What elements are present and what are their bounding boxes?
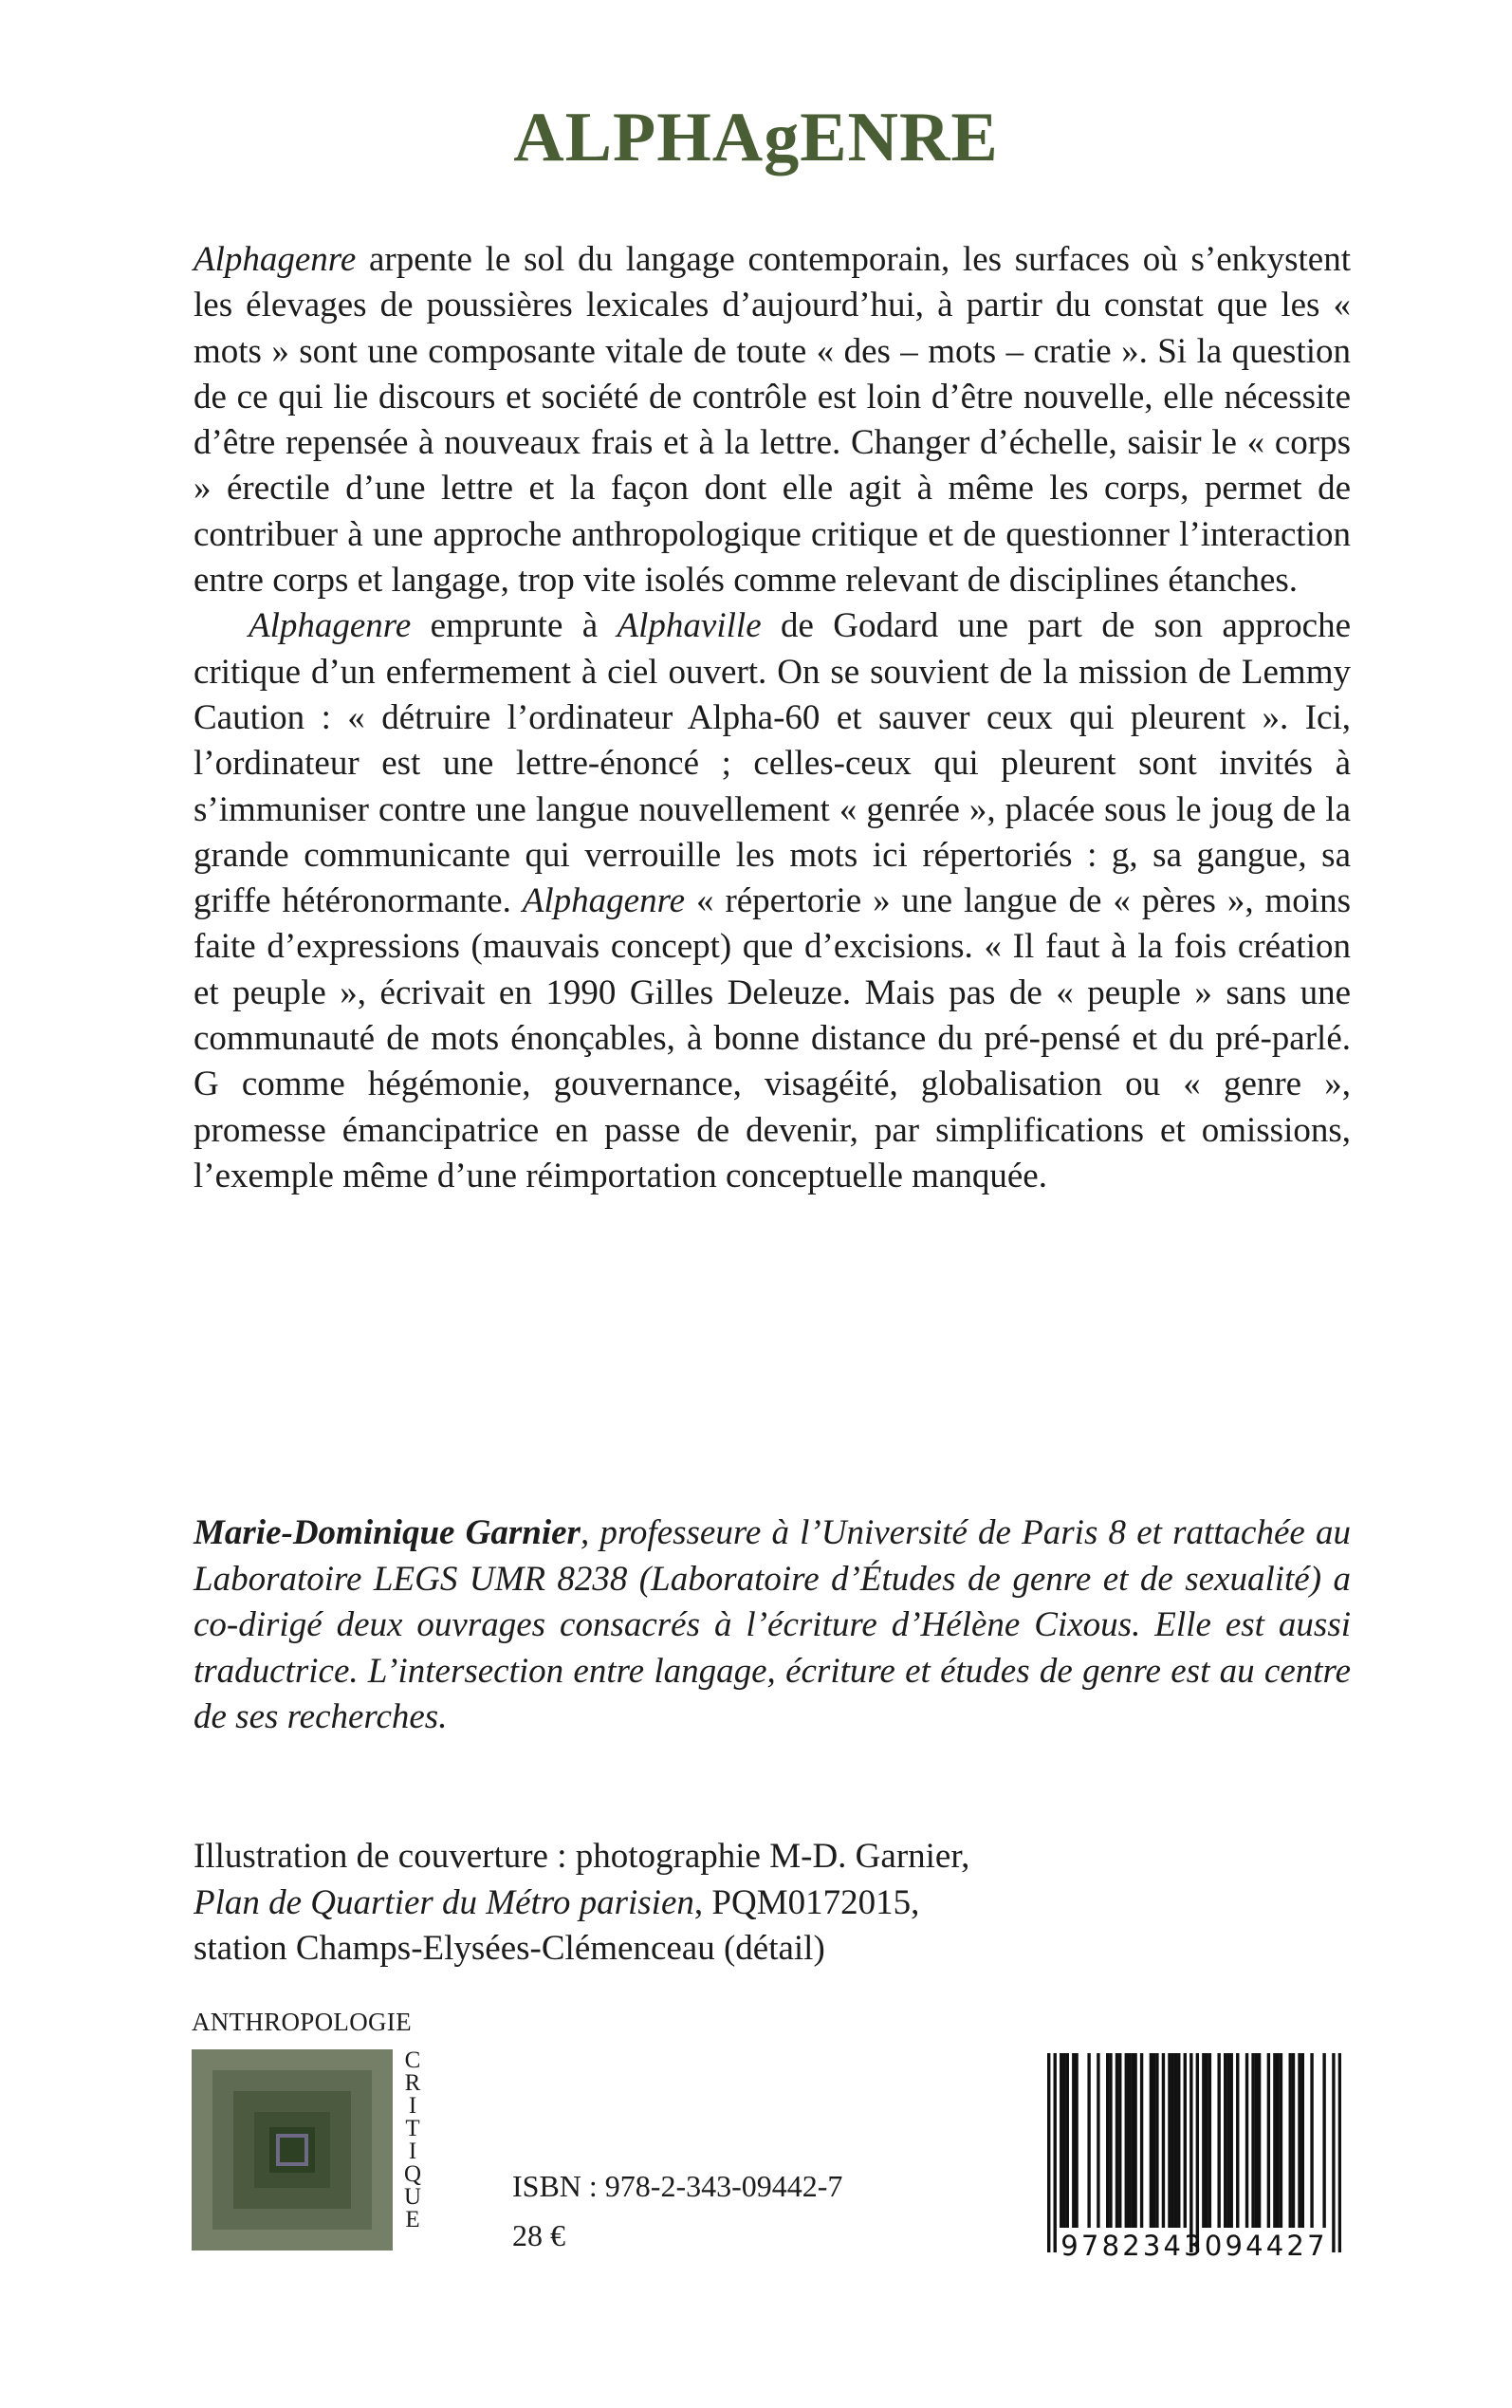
film-reference: Alphaville bbox=[617, 606, 762, 646]
barcode-bar bbox=[1152, 2053, 1155, 2228]
barcode-bar bbox=[1097, 2053, 1099, 2228]
series-logo-icon bbox=[192, 2049, 393, 2251]
barcode-bar bbox=[1128, 2053, 1131, 2228]
vertical-letter: C bbox=[404, 2047, 421, 2073]
barcode-bar bbox=[1162, 2053, 1165, 2228]
barcode-bar bbox=[1280, 2053, 1282, 2228]
barcode-bar bbox=[1168, 2053, 1171, 2228]
barcode-bar bbox=[1267, 2053, 1270, 2228]
barcode-bar bbox=[1236, 2053, 1239, 2228]
barcode-bar bbox=[1177, 2053, 1180, 2228]
barcode-bar bbox=[1184, 2053, 1187, 2228]
series-label: ANTHROPOLOGIE bbox=[192, 2008, 412, 2036]
barcode-bar bbox=[1273, 2053, 1276, 2228]
barcode-bar bbox=[1245, 2053, 1248, 2228]
vertical-letter: E bbox=[405, 2207, 420, 2232]
barcode-bar bbox=[1109, 2053, 1112, 2228]
barcode-bar bbox=[1230, 2053, 1233, 2228]
barcode-bar bbox=[1208, 2053, 1211, 2228]
barcode-bar bbox=[1338, 2053, 1341, 2252]
vertical-letter: Q bbox=[403, 2161, 422, 2187]
barcode-bar bbox=[1202, 2053, 1205, 2228]
barcode-bar bbox=[1066, 2053, 1069, 2228]
barcode-bar bbox=[1301, 2053, 1304, 2228]
barcode-bar bbox=[1310, 2053, 1313, 2228]
barcode-bar bbox=[1189, 2053, 1192, 2252]
title-reference: Alphagenre bbox=[249, 606, 412, 646]
barcode-bar bbox=[1106, 2053, 1109, 2228]
barcode-bar bbox=[1054, 2053, 1057, 2252]
credit-line: Illustration de couverture : photographie M-D. Garnier, bbox=[194, 1837, 970, 1876]
barcode-bar bbox=[1289, 2053, 1292, 2228]
vertical-letter: I bbox=[408, 2093, 417, 2119]
vertical-letter: R bbox=[404, 2070, 421, 2096]
book-title: ALPHAgENRE bbox=[513, 99, 999, 176]
barcode-bar bbox=[1298, 2053, 1300, 2228]
barcode-bar bbox=[1150, 2053, 1152, 2228]
barcode-bar bbox=[1047, 2053, 1050, 2252]
isbn: ISBN : 978-2-343-09442-7 bbox=[512, 2169, 843, 2203]
credit-line: Plan de Quartier du Métro parisien, PQM0172015, bbox=[194, 1882, 920, 1922]
series-vertical-word bbox=[398, 2049, 427, 2232]
barcode-bar bbox=[1116, 2053, 1118, 2228]
barcode-bar bbox=[1217, 2053, 1220, 2228]
barcode-bar bbox=[1258, 2053, 1261, 2228]
barcode-bar bbox=[1131, 2053, 1134, 2228]
price: 28 € bbox=[512, 2218, 565, 2252]
author-bio: Marie-Dominique Garnier, professeure à l’Université de Paris 8 et rattachée au Laboratoire LEGS UMR 8238 (Laboratoire d’Études de genre et de sexualité) a co-dirigé deux ouvrages consacrés à l’écriture d’Hélène Cixous. Elle est aussi traductrice. L’intersection entre langage, écriture et études de genre est au centre de ses recherches. bbox=[194, 1513, 1351, 1736]
title-reference: Alphagenre bbox=[522, 881, 686, 921]
barcode-bar bbox=[1075, 2053, 1078, 2228]
summary-text bbox=[194, 237, 1351, 1199]
vertical-letter: U bbox=[403, 2184, 422, 2210]
barcode-bar bbox=[1332, 2053, 1335, 2252]
barcode-bar bbox=[1062, 2053, 1065, 2228]
barcode-bar bbox=[1118, 2053, 1121, 2228]
barcode-bar bbox=[1292, 2053, 1295, 2228]
barcode-number: 9782343094427 bbox=[1060, 2230, 1328, 2262]
author-name: Marie-Dominique Garnier bbox=[194, 1513, 581, 1552]
barcode-bar bbox=[1251, 2053, 1254, 2228]
barcode-bar bbox=[1322, 2053, 1325, 2228]
credit-line: station Champs-Elysées-Clémenceau (détail) bbox=[194, 1929, 825, 1968]
cover-credit bbox=[194, 1834, 1351, 1973]
barcode-bar bbox=[1155, 2053, 1158, 2228]
barcode-bar bbox=[1134, 2053, 1136, 2228]
barcode-bar bbox=[1224, 2053, 1226, 2228]
barcode-bar bbox=[1276, 2053, 1279, 2228]
barcode-bar bbox=[1255, 2053, 1258, 2228]
barcode-bar bbox=[1072, 2053, 1075, 2228]
summary-paragraph-1: Alphagenre arpente le sol du langage contemporain, les surfaces où s’enkystent les élevages de poussières lexicales d’aujourd’hui, à partir du constat que les « mots » sont une composante vitale de toute « des – mots – cratie ». Si la question de ce qui lie discours et société de contrôle est loin d’être nouvelle, elle nécessite d’être repensée à nouveaux frais et à la lettre. Changer d’échelle, saisir le « corps » érectile d’une lettre et la façon dont elle agit à même les corps, permet de contribuer à une approche anthropologique critique et de questionner l’interaction entre corps et langage, trop vite isolés comme relevant de disciplines étanches. bbox=[194, 240, 1351, 601]
barcode-bar bbox=[1174, 2053, 1177, 2228]
barcode-bar bbox=[1205, 2053, 1208, 2228]
title-reference: Alphagenre bbox=[194, 240, 357, 279]
barcode-bar bbox=[1087, 2053, 1090, 2228]
barcode-bar bbox=[1060, 2053, 1062, 2228]
vertical-letter: I bbox=[408, 2139, 417, 2164]
barcode-bar bbox=[1140, 2053, 1143, 2228]
vertical-letter: T bbox=[405, 2116, 420, 2141]
barcode-bar bbox=[1125, 2053, 1128, 2228]
barcode-bar bbox=[1226, 2053, 1229, 2228]
barcode-bar bbox=[1171, 2053, 1174, 2228]
barcode-bar bbox=[1196, 2053, 1199, 2252]
summary-paragraph-2: Alphagenre emprunte à Alphaville de Godard une part de son approche critique d’un enfermement à ciel ouvert. On se souvient de la mission de Lemmy Caution : « détruire l’ordinateur Alpha-60 et sauver ceux qui pleurent ». Ici, l’ordinateur est une lettre-énoncé ; celles-ceux qui pleurent sont invités à s’immuniser contre une langue nouvellement « genrée », placée sous le joug de la grande communicante qui verrouille les mots ici répertoriés : g, sa gangue, sa griffe hétéronormante. Alphagenre « répertorie » une langue de « pères », moins faite d’expressions (mauvais concept) que d’excisions. « Il faut à la fois création et peuple », écrivait en 1990 Gilles Deleuze. Mais pas de « peuple » sans une communauté de mots énonçables, à bonne distance du pré-pensé et du pré-parlé. G comme hégémonie, gouvernance, visagéité, globalisation ou « genre », promesse émancipatrice en passe de devenir, par simplifications et omissions, l’exemple même d’une réimportation conceptuelle manquée. bbox=[194, 606, 1351, 1195]
